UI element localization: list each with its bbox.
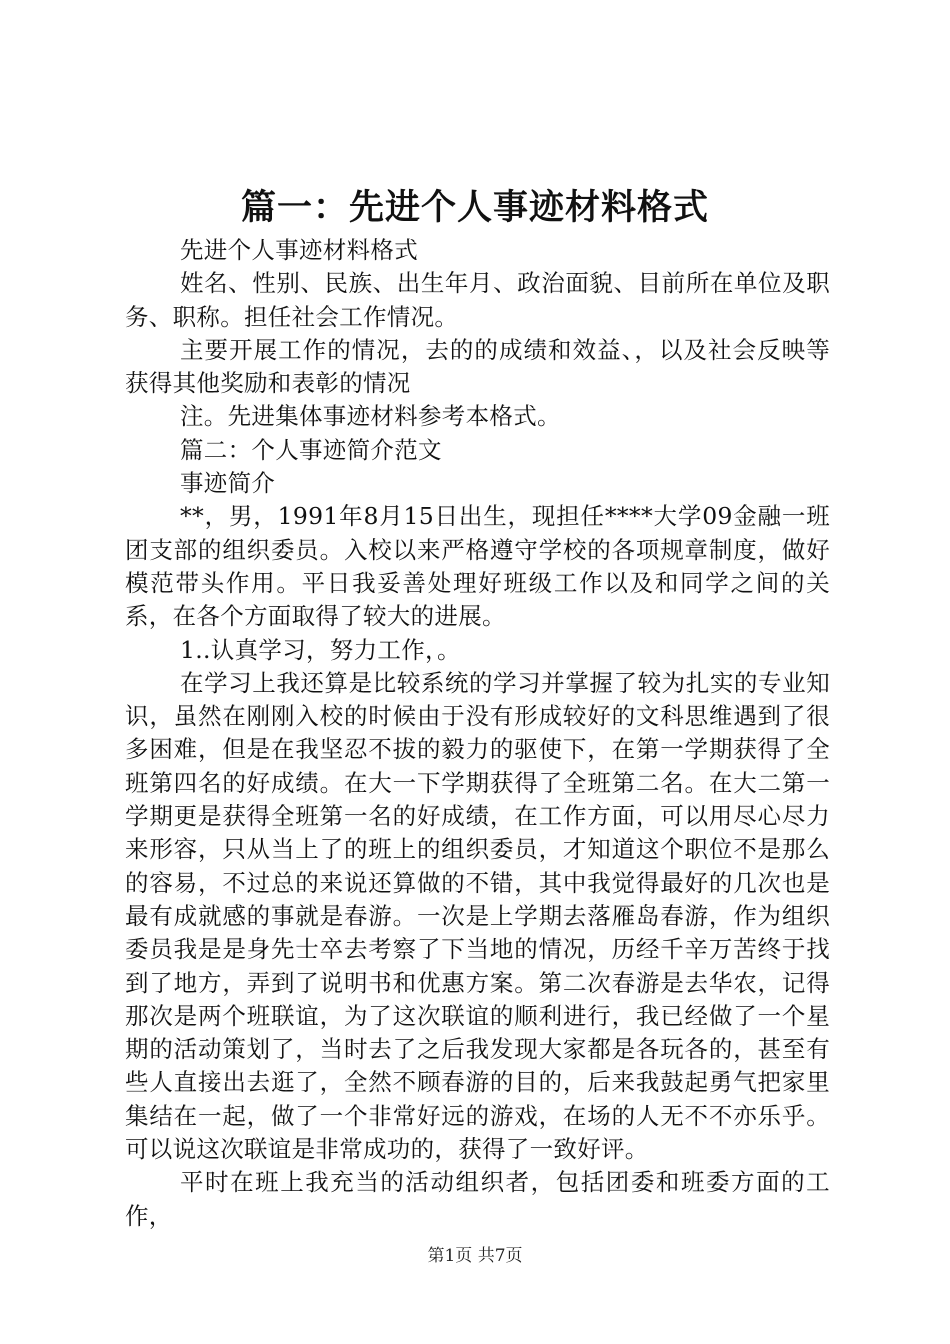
paragraph: 姓名、性别、民族、出生年月、政治面貌、目前所在单位及职务、职称。担任社会工作情况。 [125, 269, 830, 331]
section-heading: 篇二：个人事迹简介范文 [180, 435, 442, 464]
page-footer: 第1页 共7页 [427, 1246, 523, 1266]
document-body [125, 234, 830, 1233]
paragraph: 主要开展工作的情况，去的的成绩和效益、，以及社会反映等获得其他奖励和表彰的情况 [125, 335, 830, 398]
paragraph: 注。先进集体事迹材料参考本格式。 [180, 402, 561, 431]
document-title: 篇一：先进个人事迹材料格式 [240, 187, 709, 228]
paragraph: 在学习上我还算是比较系统的学习并掌握了较为扎实的专业知识，虽然在刚刚入校的时候由于没有形成较好的文科思维遇到了很多困难，但是在我坚忍不拔的毅力的驱使下，在第一学期获得了全班第四名的好成绩。在大一下学期获得了全班第二名。在大二第一学期更是获得全班第一名的好成绩，在工作方面，可以用尽心尽力来形容，只从当上了的班上的组织委员，才知道这个职位不是那么的容易，不过总的来说还算做的不错，其中我觉得最好的几次也是最有成就感的事就是春游。一次是上学期去落雁岛春游，作为组织委员我是是身先士卒去考察了下当地的情况，历经千辛万苦终于找到了地方，弄到了说明书和优惠方案。第二次春游是去华农，记得那次是两个班联谊，为了这次联谊的顺利进行，我已经做了一个星期的活动策划了，当时去了之后我发现大家都是各玩各的，甚至有些人直接出去逛了，全然不顾春游的目的，后来我鼓起勇气把家里集结在一起，做了一个非常好远的游戏，在场的人无不不亦乐乎。可以说这次联谊是非常成功的，获得了一致好评。 [125, 668, 830, 1164]
paragraph: **，男，1991年8月15日出生，现担任****大学09金融一班团支部的组织委员。入校以来严格遵守学校的各项规章制度，做好模范带头作用。平日我妥善处理好班级工作以及和同学之间的关系，在各个方面取得了较大的进展。 [125, 502, 830, 631]
subheading: 事迹简介 [180, 469, 276, 498]
list-item: 1..认真学习，努力工作，。 [180, 635, 461, 664]
paragraph: 先进个人事迹材料格式 [180, 236, 418, 264]
paragraph: 平时在班上我充当的活动组织者，包括团委和班委方面的工作， [125, 1168, 830, 1230]
